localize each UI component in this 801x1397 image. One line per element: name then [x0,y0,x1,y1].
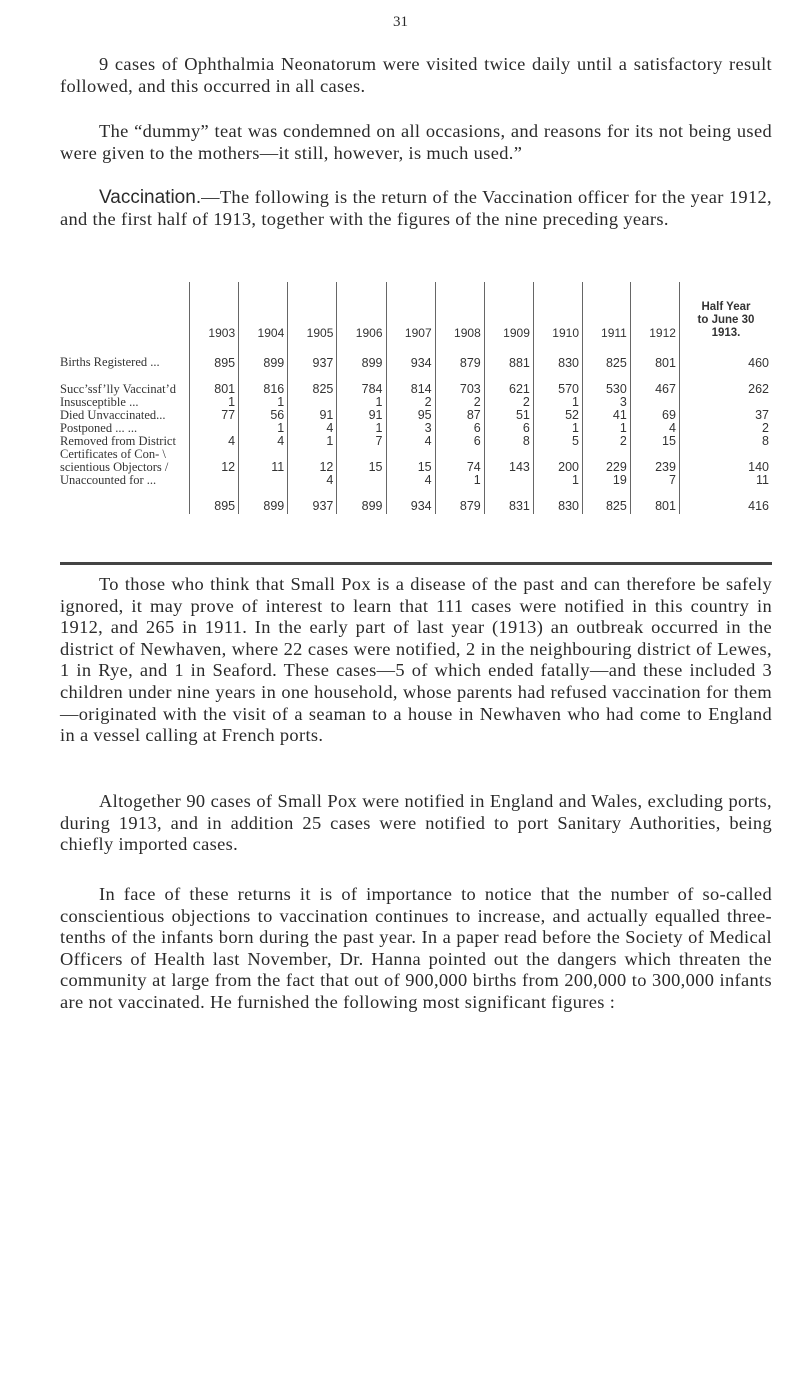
table-cell: 1 [337,396,386,409]
table-cell: 4 [386,435,435,448]
table-cell: 15 [337,461,386,474]
table-cell: 570 [533,375,582,396]
row-label: scientious Objectors / [60,460,169,474]
table-cell: 816 [239,375,288,396]
table-cell: 7 [630,474,679,487]
table-cell: 239 [630,461,679,474]
table-cell: 2 [386,396,435,409]
total-cell: 895 [190,487,239,514]
half-year-line: to June 30 [697,314,755,326]
table-cell: 74 [435,461,484,474]
table-cell: 4 [386,474,435,487]
year-header: 1910 [533,282,582,340]
table-cell: 69 [630,409,679,422]
table-cell: 7 [337,435,386,448]
table-cell: 814 [386,375,435,396]
table-cell: 3 [386,422,435,435]
paragraph-vaccination [60,187,772,230]
table-cell: 262 [679,375,772,396]
table-cell: 8 [484,435,533,448]
row-label-blank [60,487,190,514]
table-cell: 1 [288,435,337,448]
table-cell: 6 [435,435,484,448]
year-header: 1907 [386,282,435,340]
year-header: 1909 [484,282,533,340]
year-header: 1905 [288,282,337,340]
table-cell: 229 [583,461,631,474]
table-cell: 4 [288,422,337,435]
table-cell: 2 [484,396,533,409]
table-cell: 19 [583,474,631,487]
row-label: Births Registered ... [60,355,160,369]
table-cell [484,474,533,487]
total-cell: 416 [679,487,772,514]
table-cell: 899 [239,340,288,375]
paragraph-conscientious-objections: In face of these returns it is of importance to notice that the number of so-called conscientious objections to vaccination continues to increase, and actually equalled three-tenths of the infants born during the past year. In a paper read before the Society of Medical Officers of Health last November, Dr. Hanna pointed out the dangers which threaten the community at large from the fact that out of 900,000 births from 200,000 to 300,000 infants are not vaccinated. He furnished the following most significant figures : [60,884,772,1012]
page-number: 31 [393,14,408,30]
table-cell: 879 [435,340,484,375]
table-cell: 52 [533,409,582,422]
table-cell: 881 [484,340,533,375]
table-cell: 1 [533,422,582,435]
table-cell: 12 [288,461,337,474]
paragraph-ophthalmia: 9 cases of Ophthalmia Neonatorum were visited twice daily until a satisfactory result followed, and this occurred in all cases. [60,54,772,96]
table-cell: 200 [533,461,582,474]
table-cell: 4 [630,422,679,435]
table-cell: 11 [239,461,288,474]
table-cell: 87 [435,409,484,422]
table-cell: 460 [679,340,772,375]
year-header: 1906 [337,282,386,340]
table-cell: 2 [583,435,631,448]
total-cell: 830 [533,487,582,514]
table-cell: 95 [386,409,435,422]
table-cell: 56 [239,409,288,422]
table-cell: 37 [679,409,772,422]
table-cell: 91 [337,409,386,422]
table-cell: 1 [239,396,288,409]
total-cell: 899 [337,487,386,514]
year-header: 1904 [239,282,288,340]
total-cell: 937 [288,487,337,514]
table-cell: 530 [583,375,631,396]
row-label: Unaccounted for ... [60,473,157,487]
table-row [60,461,772,474]
total-cell: 825 [583,487,631,514]
header-blank [60,282,190,340]
table-row [60,409,772,422]
table-cell: 11 [679,474,772,487]
table-cell: 1 [190,396,239,409]
table-cell: 41 [583,409,631,422]
table-header-row [60,282,772,340]
total-cell: 801 [630,487,679,514]
half-year-line: 1913. [711,327,741,339]
total-cell: 879 [435,487,484,514]
table-cell: 77 [190,409,239,422]
table-row [60,340,772,375]
section-heading-vaccination: Vaccination. [99,187,202,208]
table-cell: 937 [288,340,337,375]
paragraph-england-wales: Altogether 90 cases of Small Pox were notified in England and Wales, excluding ports, during 1913, and in addition 25 cases were notified to port Sanitary Authorities, being chiefly imported cases. [60,791,772,855]
table-cell: 15 [386,461,435,474]
table-cell: 2 [435,396,484,409]
table-cell: 15 [630,435,679,448]
table-cell: 140 [679,461,772,474]
table-cell: 51 [484,409,533,422]
row-label: Postponed ... ... [60,421,138,435]
half-year-header [679,282,772,340]
year-header: 1903 [190,282,239,340]
table-cell: 4 [288,474,337,487]
vaccination-table [60,282,772,514]
table-bottom-rule [60,562,772,565]
table-cell: 12 [190,461,239,474]
table-cell: 825 [583,340,631,375]
year-header: 1908 [435,282,484,340]
table-cell: 1 [533,396,582,409]
vaccination-intro-text: —The following is the return of the Vaccination officer for the year 1912, and the first half of 1913, together with the figures of the nine preceding years. [60,187,772,229]
table-cell: 621 [484,375,533,396]
table-row [60,474,772,487]
table-cell: 6 [484,422,533,435]
table-cell: 899 [337,340,386,375]
table-cell: 784 [337,375,386,396]
total-cell: 899 [239,487,288,514]
table-cell: 4 [190,435,239,448]
table-cell: 703 [435,375,484,396]
table-row [60,375,772,396]
table-cell [337,474,386,487]
table-cell: 5 [533,435,582,448]
row-label: Died Unvaccinated... [60,408,166,422]
table-cell [190,474,239,487]
table-cell [239,474,288,487]
year-header: 1912 [630,282,679,340]
table-cell: 6 [435,422,484,435]
row-label: Succ’ssf’lly Vaccinat’d [60,382,177,396]
table-cell: 4 [239,435,288,448]
table-cell: 3 [583,396,631,409]
row-label: Certificates of Con- \ [60,447,166,461]
table-cell: 1 [337,422,386,435]
row-label: Removed from District [60,434,176,448]
table-cell: 143 [484,461,533,474]
table-cell: 895 [190,340,239,375]
table-cell: 801 [190,375,239,396]
table-cell: 825 [288,375,337,396]
table-cell: 91 [288,409,337,422]
table-cell: 1 [239,422,288,435]
table-cell: 801 [630,340,679,375]
table-row-totals [60,487,772,514]
paragraph-dummy-teat: The “dummy” teat was condemned on all occasions, and reasons for its not being used were given to the mothers—it still, however, is much used.” [60,121,772,163]
paragraph-small-pox: To those who think that Small Pox is a disease of the past and can therefore be safely ignored, it may prove of interest to learn that 111 cases were notified in this country in 1912, and 265 in 1911. In the early part of last year (1913) an outbreak occurred in the district of Newhaven, where 22 cases were notified, 2 in the neighbouring district of Lewes, 1 in Rye, and 1 in Seaford. These cases—5 of which ended fatally—and these included 3 children under nine years in one household, whose parents had refused vaccination for them—originated with the visit of a seaman to a house in Newhaven who had come to England in a vessel calling at French ports. [60,574,772,746]
year-header: 1911 [583,282,631,340]
table-cell: 1 [435,474,484,487]
table-cell: 1 [533,474,582,487]
table-row [60,435,772,448]
table-cell: 934 [386,340,435,375]
total-cell: 831 [484,487,533,514]
table-cell: 1 [583,422,631,435]
half-year-line: Half Year [701,301,751,313]
table-cell: 8 [679,435,772,448]
row-label: Insusceptible ... [60,395,139,409]
total-cell: 934 [386,487,435,514]
table-cell: 2 [679,422,772,435]
table-cell: 830 [533,340,582,375]
table-cell: 467 [630,375,679,396]
